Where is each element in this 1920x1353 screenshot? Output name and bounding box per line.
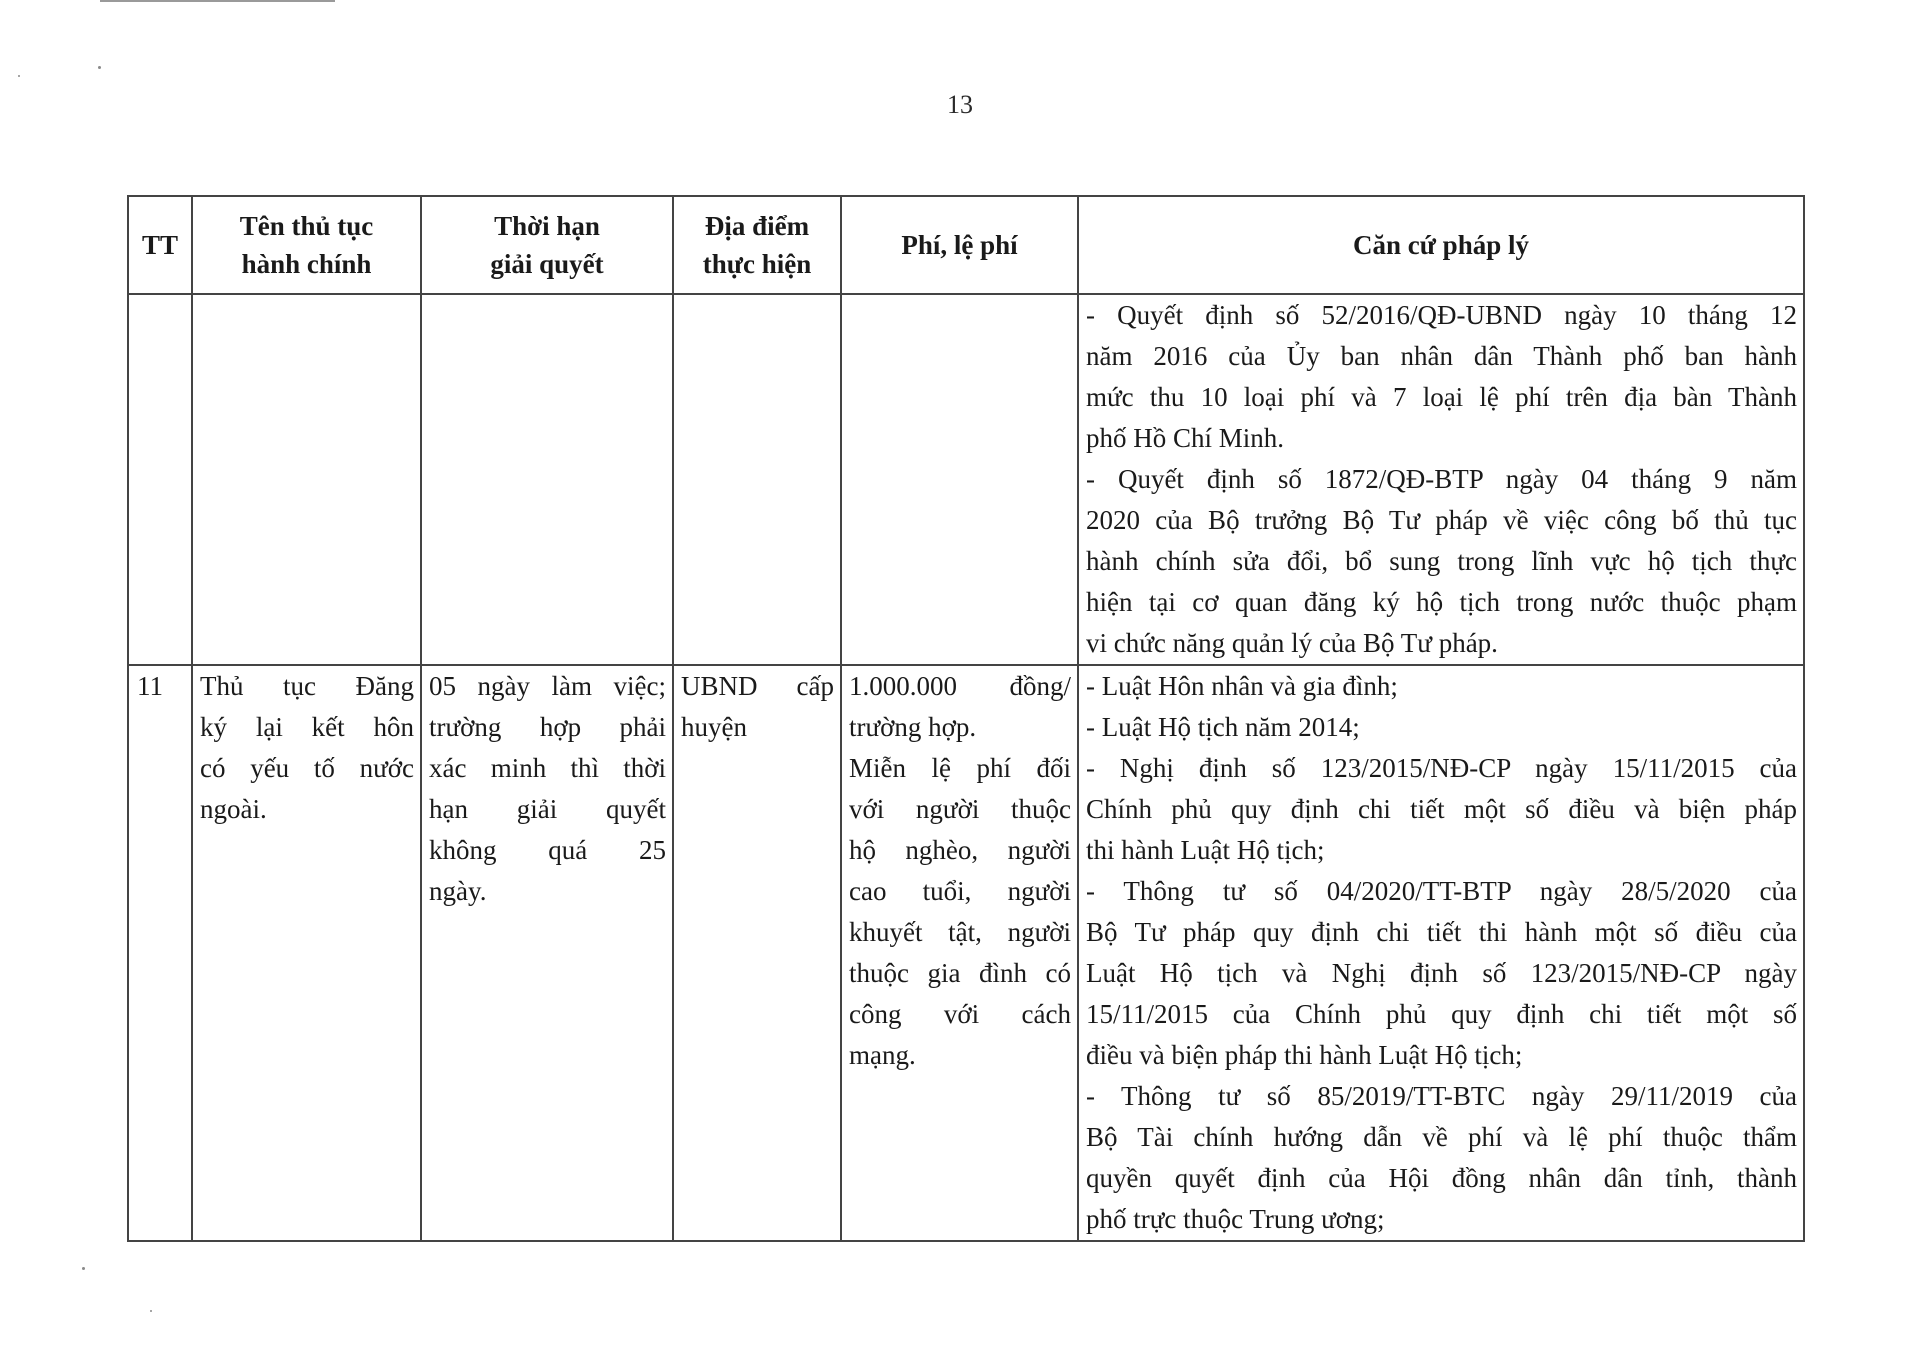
table-row-continued <box>128 294 1804 665</box>
cell-name-empty <box>192 294 421 665</box>
cell-fee-empty <box>841 294 1078 665</box>
scan-speck <box>18 75 20 77</box>
cell-procedure-name: Thủ tục Đăng ký lại kết hôn có yếu tố nước ngoài. <box>192 665 421 1241</box>
cell-deadline-empty <box>421 294 673 665</box>
page-number: 13 <box>947 90 973 119</box>
cell-tt: 11 <box>128 665 192 1241</box>
header-deadline: Thời hạn giải quyết <box>421 196 673 294</box>
header-tt: TT <box>128 196 192 294</box>
scan-speck <box>98 66 101 69</box>
scan-speck <box>82 1267 85 1270</box>
table-row-11 <box>128 665 1804 1241</box>
cell-place-empty <box>673 294 841 665</box>
cell-legal-basis-continued: - Quyết định số 52/2016/QĐ-UBND ngày 10 tháng 12 năm 2016 của Ủy ban nhân dân Thành phố ban hành mức thu 10 loại phí và 7 loại lệ phí trên địa bàn Thành phố Hồ Chí Minh. - Quyết định số 1872/QĐ-BTP ngày 04 tháng 9 năm 2020 của Bộ trưởng Bộ Tư pháp về việc công bố thủ tục hành chính sửa đổi, bổ sung trong lĩnh vực hộ tịch thực hiện tại cơ quan đăng ký hộ tịch trong nước thuộc phạm vi chức năng quản lý của Bộ Tư pháp. <box>1078 294 1804 665</box>
top-rule <box>100 0 335 2</box>
cell-tt-empty <box>128 294 192 665</box>
scan-speck <box>150 1310 152 1312</box>
header-legal-basis: Căn cứ pháp lý <box>1078 196 1804 294</box>
cell-legal-basis: - Luật Hôn nhân và gia đình; - Luật Hộ tịch năm 2014; - Nghị định số 123/2015/NĐ-CP ngày 15/11/2015 của Chính phủ quy định chi tiết một số điều và biện pháp thi hành Luật Hộ tịch; - Thông tư số 04/2020/TT-BTP ngày 28/5/2020 của Bộ Tư pháp quy định chi tiết thi hành một số điều của Luật Hộ tịch và Nghị định số 123/2015/NĐ-CP ngày 15/11/2015 của Chính phủ quy định chi tiết một số điều và biện pháp thi hành Luật Hộ tịch; - Thông tư số 85/2019/TT-BTC ngày 29/11/2019 của Bộ Tài chính hướng dẫn về phí và lệ phí thuộc thẩm quyền quyết định của Hội đồng nhân dân tỉnh, thành phố trực thuộc Trung ương; <box>1078 665 1804 1241</box>
header-place: Địa điểm thực hiện <box>673 196 841 294</box>
table-header-row <box>128 196 1804 294</box>
cell-deadline: 05 ngày làm việc; trường hợp phải xác minh thì thời hạn giải quyết không quá 25 ngày. <box>421 665 673 1241</box>
cell-fee: 1.000.000 đồng/ trường hợp. Miễn lệ phí đối với người thuộc hộ nghèo, người cao tuổi, người khuyết tật, người thuộc gia đình có công với cách mạng. <box>841 665 1078 1241</box>
header-procedure-name: Tên thủ tục hành chính <box>192 196 421 294</box>
procedure-table <box>127 195 1805 1242</box>
cell-place: UBND cấp huyện <box>673 665 841 1241</box>
header-fee: Phí, lệ phí <box>841 196 1078 294</box>
